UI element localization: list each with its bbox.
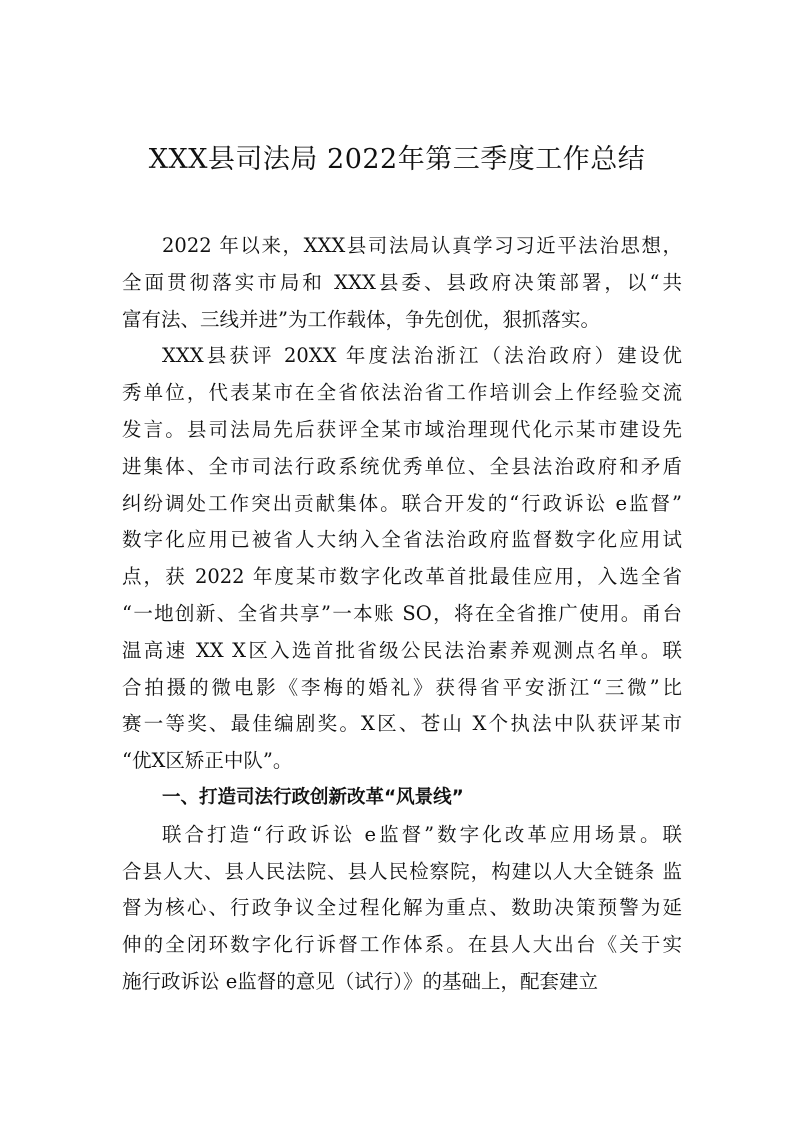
paragraph-line: 数字化应用已被省人大纳入全省法治政府监督数字化应用试: [122, 528, 682, 552]
paragraph-section-one: [122, 817, 682, 1001]
paragraph-intro: [122, 228, 682, 338]
paragraph-line: 全面贯彻落实市局和 XXX县委、县政府决策部署，以“共: [122, 270, 682, 294]
section-heading: 一、打造司法行政创新改革“风景线”: [162, 786, 464, 808]
paragraph-line: 合县人大、县人民法院、县人民检察院，构建以人大全链条 监: [122, 859, 682, 883]
paragraph-line: XXX县获评 20XX 年度法治浙江（法治政府）建设优: [162, 344, 682, 368]
document-title: XXX县司法局 2022年第三季度工作总结: [148, 144, 646, 175]
paragraph-line: “优X区矫正中队”。: [122, 749, 293, 773]
paragraph-line: 纠纷调处工作突出贡献集体。联合开发的“行政诉讼 e监督”: [122, 491, 682, 515]
paragraph-line: 秀单位，代表某市在全省依法治省工作培训会上作经验交流: [122, 381, 682, 405]
paragraph-line: 点，获 2022 年度某市数字化改革首批最佳应用，入选全省: [122, 565, 682, 589]
paragraph-line: 合拍摄的微电影《李梅的婚礼》获得省平安浙江“三微”比: [122, 675, 682, 699]
paragraph-line: “一地创新、全省共享”一本账 SO，将在全省推广使用。甬台: [122, 601, 682, 625]
paragraph-line: 联合打造“行政诉讼 e监督”数字化改革应用场景。联: [162, 822, 682, 846]
paragraph-line: 施行政诉讼 e监督的意见（试行）》的基础上，配套建立: [122, 969, 598, 993]
paragraph-line: 2022 年以来，XXX县司法局认真学习习近平法治思想，: [162, 234, 682, 257]
paragraph-line: 赛一等奖、最佳编剧奖。X区、苍山 X个执法中队获评某市: [122, 712, 682, 736]
paragraph-line: 进集体、全市司法行政系统优秀单位、全县法治政府和矛盾: [122, 454, 682, 478]
paragraph-line: 发言。县司法局先后获评全某市域治理现代化示某市建设先: [122, 417, 682, 441]
paragraph-line: 温高速 XX X区入选首批省级公民法治素养观测点名单。联: [122, 638, 682, 662]
paragraph-line: 富有法、三线并进”为工作载体，争先创优，狠抓落实。: [122, 307, 600, 331]
paragraph-achievements: [122, 338, 682, 780]
paragraph-line: 伸的全闭环数字化行诉督工作体系。在县人大出台《关于实: [122, 933, 682, 957]
document-body: [122, 228, 682, 1001]
paragraph-line: 督为核心、行政争议全过程化解为重点、数助决策预警为延: [122, 896, 682, 920]
